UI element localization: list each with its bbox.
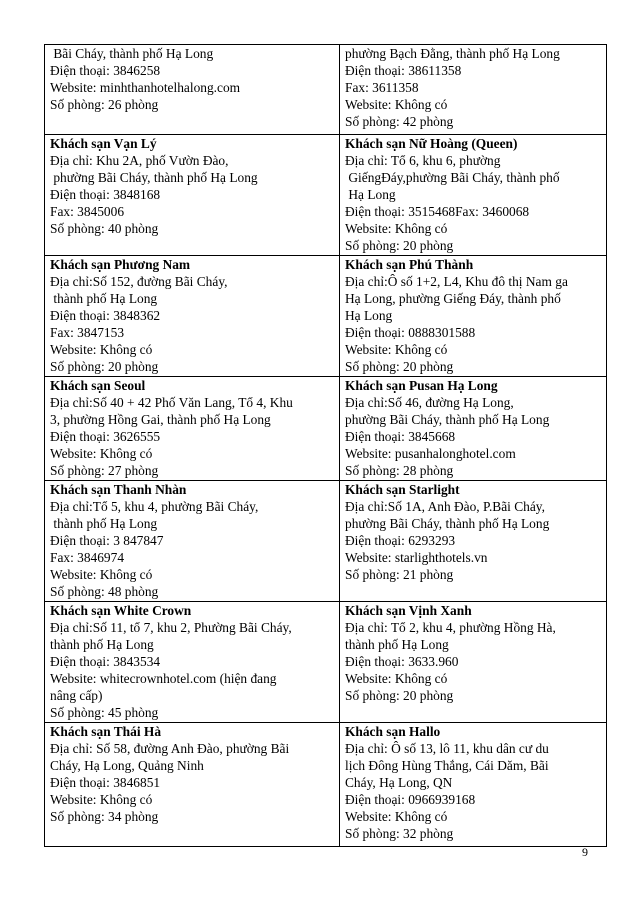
hotel-info-line: Website: Không có — [50, 567, 153, 582]
table-row — [45, 602, 607, 723]
hotel-name: Khách sạn Vịnh Xanh — [345, 603, 472, 618]
table-row — [45, 135, 607, 256]
hotel-info-line: Số phòng: 20 phòng — [345, 359, 454, 374]
hotel-info-line: Website: Không có — [345, 97, 448, 112]
hotel-info-line: Website: Không có — [345, 671, 448, 686]
hotel-info-line: phường Bãi Cháy, thành phố Hạ Long — [50, 170, 258, 185]
hotel-name: Khách sạn Hallo — [345, 724, 441, 739]
hotel-info-line: Website: Không có — [345, 809, 448, 824]
hotel-info-line: thành phố Hạ Long — [50, 637, 154, 652]
hotel-name: Khách sạn Nữ Hoàng (Queen) — [345, 136, 518, 151]
hotel-cell — [340, 135, 607, 256]
hotel-info-line: Điện thoại: 3 847847 — [50, 533, 164, 548]
hotel-info-line: thành phố Hạ Long — [345, 637, 449, 652]
hotel-info-line: Cháy, Hạ Long, QN — [345, 775, 453, 790]
hotel-info-line: Địa chỉ: Tổ 6, khu 6, phường — [345, 153, 501, 168]
hotel-info-line: Số phòng: 42 phòng — [345, 114, 454, 129]
hotel-info-line: Điện thoại: 3633.960 — [345, 654, 459, 669]
hotel-name: Khách sạn Seoul — [50, 378, 146, 393]
hotel-listing-table — [44, 44, 607, 847]
hotel-info-line: Số phòng: 34 phòng — [50, 809, 159, 824]
hotel-info-line: phường Bãi Cháy, thành phố Hạ Long — [345, 516, 550, 531]
hotel-name: Khách sạn Phú Thành — [345, 257, 474, 272]
hotel-info-line: lịch Đông Hùng Thắng, Cái Dăm, Bãi — [345, 758, 549, 773]
hotel-info-line: Fax: 3845006 — [50, 204, 125, 219]
hotel-cell — [340, 256, 607, 377]
hotel-info-line: Số phòng: 21 phòng — [345, 567, 454, 582]
hotel-info-line: Địa chỉ:Số 40 + 42 Phố Văn Lang, Tổ 4, Khu — [50, 395, 293, 410]
hotel-name: Khách sạn Phương Nam — [50, 257, 191, 272]
hotel-info-line: Website: minhthanhotelhalong.com — [50, 80, 241, 95]
hotel-info-line: Fax: 3846974 — [50, 550, 125, 565]
table-row — [45, 45, 607, 135]
hotel-info-line: Điện thoại: 38611358 — [345, 63, 462, 78]
hotel-info-line: Địa chỉ: Số 58, đường Anh Đào, phường Bãi — [50, 741, 290, 756]
hotel-info-line: Địa chỉ:Tổ 5, khu 4, phường Bãi Cháy, — [50, 499, 259, 514]
hotel-info-line: Website: Không có — [345, 342, 448, 357]
hotel-info-line: Địa chỉ: Tổ 2, khu 4, phường Hồng Hà, — [345, 620, 556, 635]
hotel-info-line: 3, phường Hồng Gai, thành phố Hạ Long — [50, 412, 271, 427]
hotel-info-line: Fax: 3611358 — [345, 80, 419, 95]
hotel-info-line: Số phòng: 32 phòng — [345, 826, 454, 841]
hotel-info-line: thành phố Hạ Long — [50, 291, 158, 306]
hotel-info-line: Điện thoại: 3846258 — [50, 63, 161, 78]
hotel-info-line: Điện thoại: 3848168 — [50, 187, 161, 202]
hotel-info-line: Điện thoại: 6293293 — [345, 533, 456, 548]
hotel-info-line: Điện thoại: 3515468Fax: 3460068 — [345, 204, 530, 219]
hotel-info-line: Số phòng: 27 phòng — [50, 463, 159, 478]
hotel-info-line: Số phòng: 20 phòng — [345, 688, 454, 703]
hotel-info-line: Địa chỉ: Khu 2A, phố Vườn Đào, — [50, 153, 229, 168]
hotel-info-line: thành phố Hạ Long — [50, 516, 158, 531]
hotel-name: Khách sạn Thanh Nhàn — [50, 482, 187, 497]
hotel-info-line: Số phòng: 20 phòng — [50, 359, 159, 374]
hotel-cell — [45, 256, 340, 377]
hotel-info-line: Điện thoại: 3848362 — [50, 308, 161, 323]
hotel-cell — [45, 135, 340, 256]
hotel-info-line: phường Bạch Đằng, thành phố Hạ Long — [345, 46, 560, 61]
hotel-info-line: Số phòng: 20 phòng — [345, 238, 454, 253]
hotel-cell — [340, 602, 607, 723]
hotel-info-line: Cháy, Hạ Long, Quảng Ninh — [50, 758, 204, 773]
hotel-info-line: Điện thoại: 3846851 — [50, 775, 161, 790]
table-row — [45, 256, 607, 377]
hotel-info-line: Website: Không có — [50, 446, 153, 461]
hotel-info-line: Số phòng: 26 phòng — [50, 97, 159, 112]
hotel-info-line: Số phòng: 40 phòng — [50, 221, 159, 236]
hotel-info-line: Điện thoại: 3626555 — [50, 429, 161, 444]
hotel-info-line: Điện thoại: 0888301588 — [345, 325, 476, 340]
hotel-info-line: Điện thoại: 3843534 — [50, 654, 161, 669]
hotel-cell — [340, 45, 607, 135]
hotel-info-line: Địa chỉ:Số 46, đường Hạ Long, — [345, 395, 514, 410]
hotel-info-line: GiếngĐáy,phường Bãi Cháy, thành phố — [345, 170, 560, 185]
hotel-info-line: Website: starlighthotels.vn — [345, 550, 488, 565]
hotel-name: Khách sạn Starlight — [345, 482, 460, 497]
hotel-info-line: Website: pusanhalonghotel.com — [345, 446, 516, 461]
hotel-info-line: Fax: 3847153 — [50, 325, 125, 340]
hotel-name: Khách sạn Vạn Lý — [50, 136, 157, 151]
hotel-cell — [340, 723, 607, 847]
hotel-info-line: Số phòng: 45 phòng — [50, 705, 159, 720]
hotel-info-line: Website: whitecrownhotel.com (hiện đang — [50, 671, 277, 686]
hotel-name: Khách sạn White Crown — [50, 603, 192, 618]
hotel-cell — [45, 377, 340, 481]
hotel-info-line: Điện thoại: 3845668 — [345, 429, 456, 444]
page-number: 9 — [582, 845, 588, 859]
hotel-info-line: Website: Không có — [50, 342, 153, 357]
table-row — [45, 481, 607, 602]
table-row — [45, 377, 607, 481]
hotel-info-line: Điện thoại: 0966939168 — [345, 792, 476, 807]
hotel-info-line: Số phòng: 48 phòng — [50, 584, 159, 599]
hotel-info-line: Website: Không có — [345, 221, 448, 236]
hotel-info-line: Số phòng: 28 phòng — [345, 463, 454, 478]
hotel-name: Khách sạn Pusan Hạ Long — [345, 378, 498, 393]
hotel-info-line: Địa chỉ:Số 1A, Anh Đào, P.Bãi Cháy, — [345, 499, 545, 514]
hotel-cell — [340, 377, 607, 481]
hotel-info-line: Hạ Long — [345, 308, 393, 323]
hotel-info-line: Địa chỉ: Ô số 13, lô 11, khu dân cư du — [345, 741, 549, 756]
hotel-info-line: Địa chỉ:Số 11, tổ 7, khu 2, Phường Bãi Cháy, — [50, 620, 292, 635]
hotel-info-line: Website: Không có — [50, 792, 153, 807]
hotel-info-line: Bãi Cháy, thành phố Hạ Long — [50, 46, 214, 61]
hotel-cell — [45, 481, 340, 602]
hotel-info-line: Hạ Long — [345, 187, 396, 202]
hotel-info-line: Hạ Long, phường Giếng Đáy, thành phố — [345, 291, 561, 306]
hotel-info-line: Địa chỉ:Số 152, đường Bãi Cháy, — [50, 274, 228, 289]
table-row — [45, 723, 607, 847]
hotel-name: Khách sạn Thái Hà — [50, 724, 162, 739]
hotel-info-line: nâng cấp) — [50, 688, 103, 703]
hotel-cell — [45, 723, 340, 847]
hotel-cell — [340, 481, 607, 602]
hotel-info-line: Địa chỉ:Ô số 1+2, L4, Khu đô thị Nam ga — [345, 274, 568, 289]
hotel-cell — [45, 602, 340, 723]
hotel-info-line: phường Bãi Cháy, thành phố Hạ Long — [345, 412, 550, 427]
hotel-cell — [45, 45, 340, 135]
